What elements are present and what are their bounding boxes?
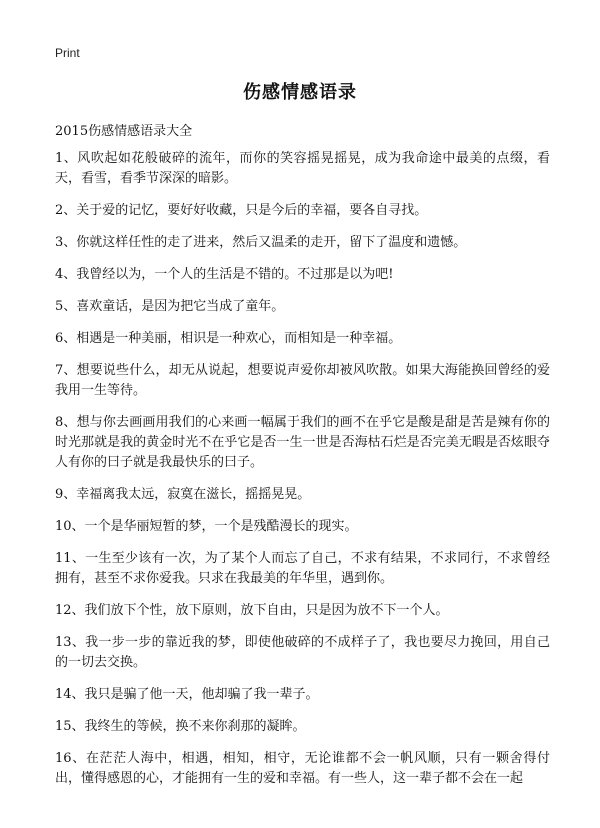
- print-link[interactable]: Print: [55, 46, 80, 60]
- quote-item-7: 7、想要说些什么，却无从说起，想要说声爱你却被风吹散。如果大海能换回曾经的爱我用一生等待。: [55, 363, 550, 398]
- quote-item-3: 3、你就这样任性的走了进来，然后又温柔的走开，留下了温度和遗憾。: [55, 235, 467, 250]
- quote-item-8: 8、想与你去画画用我们的心来画一幅属于我们的画不在乎它是酸是甜是苦是辣有你的时光那就是我的黄金时光不在乎它是否一生一世是否海枯石烂是否完美无暇是否炫眼夺人有你的曰子就是我最快乐的曰子。: [55, 415, 550, 470]
- quote-item-4: 4、我曾经以为，一个人的生活是不错的。不过那是以为吧!: [55, 267, 394, 282]
- quote-item-15: 15、我终生的等候，换不来你刹那的凝眸。: [55, 719, 306, 734]
- quote-item-1: 1、风吹起如花般破碎的流年，而你的笑容摇晃摇晃，成为我命途中最美的点缀，看天，看雪，看季节深深的暗影。: [55, 151, 550, 186]
- page-subtitle: 2015伤感情感语录大全: [55, 124, 193, 139]
- quote-item-11: 11、一生至少该有一次，为了某个人而忘了自己，不求有结果，不求同行，不求曾经拥有，甚至不求你爱我。只求在我最美的年华里，遇到你。: [55, 551, 550, 586]
- quote-item-10: 10、一个是华丽短暂的梦，一个是残酷漫长的现实。: [55, 519, 358, 534]
- quote-list: [55, 149, 550, 801]
- quote-item-12: 12、我们放下个性，放下原则，放下自由，只是因为放不下一个人。: [55, 603, 449, 618]
- quote-item-16: 16、在茫茫人海中，相遇，相知，相守，无论谁都不会一帆风顺，只有一颗舍得付出，懂得感恩的心，才能拥有一生的爱和幸福。有一些人，这一辈子都不会在一起: [55, 751, 550, 786]
- quote-item-13: 13、我一步一步的靠近我的梦，即使他破碎的不成样子了，我也要尽力挽回，用自己的一切去交换。: [55, 635, 550, 670]
- page-title: 伤感情感语录: [243, 82, 357, 103]
- quote-item-2: 2、关于爱的记忆，要好好收藏，只是今后的幸福，要各自寻找。: [55, 203, 428, 218]
- quote-item-14: 14、我只是骗了他一天，他却骗了我一辈子。: [55, 687, 319, 702]
- quote-item-9: 9、幸福离我太远，寂寞在滋长，摇摇晃晃。: [55, 487, 311, 502]
- quote-item-6: 6、相遇是一种美丽，相识是一种欢心，而相知是一种幸福。: [55, 331, 402, 346]
- quote-item-5: 5、喜欢童话，是因为把它当成了童年。: [55, 299, 285, 314]
